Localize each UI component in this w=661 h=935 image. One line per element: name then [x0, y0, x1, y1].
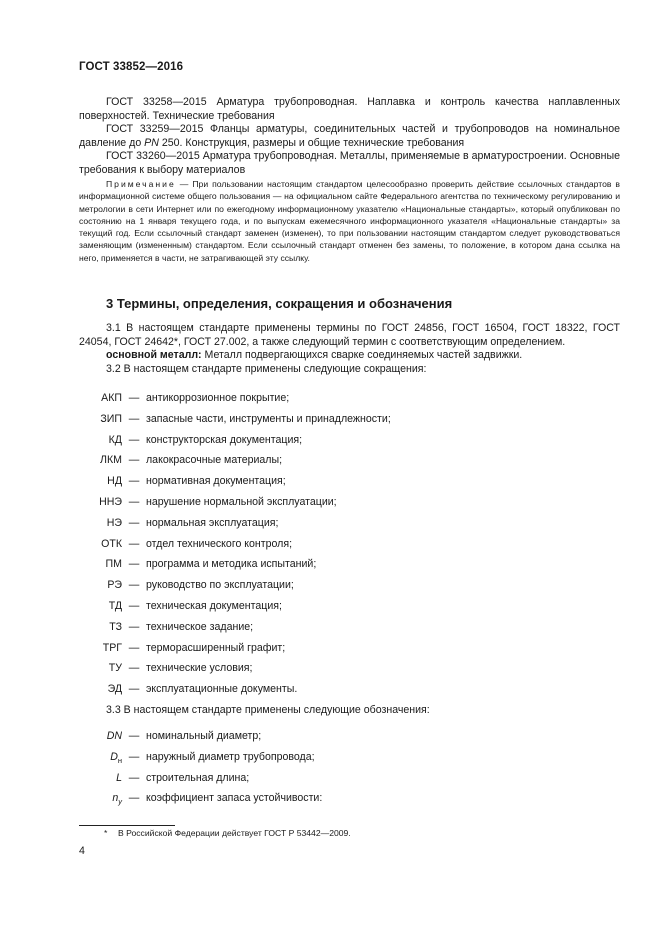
abbreviation-dash: —	[128, 433, 140, 446]
symbol-definition: номинальный диаметр;	[146, 730, 262, 742]
symbol-dash: —	[128, 792, 140, 805]
reference-item	[79, 150, 620, 178]
abbreviation-definition: лакокрасочные материалы;	[146, 454, 283, 467]
abbreviation-dash: —	[128, 600, 140, 612]
abbreviation-dash: —	[128, 683, 140, 696]
abbreviation-term: ОТК	[101, 537, 122, 550]
abbreviation-dash: —	[128, 475, 140, 488]
note-text: — При пользовании настоящим стандартом целесообразно проверить действие ссылочных стандартов в информационной системе общего пользования — на официальном сайте Федерального агентства по техническому регулированию и метрологии в сети Интернет или по ежегодному информационному указателю «Национальные стандарты», который опубликован по состоянию на 1 января текущего года, и по выпускам ежемесячного информационного указателя «Национальные стандарты» за текущий год. Если ссылочный стандарт заменен (изменен), то при пользовании настоящим стандартом следует руководствоваться заменяющим (измененным) стандартом. Если ссылочный стандарт отменен без замены, то положение, в котором дана ссылка на него, применяется в части, не затрагивающей эту ссылку.	[79, 179, 620, 263]
symbol-main: DN	[106, 730, 122, 742]
abbreviation-definition: эксплуатационные документы.	[146, 683, 298, 696]
note-label: Примечание	[106, 179, 176, 189]
abbreviation-term: ЗИП	[100, 412, 122, 425]
abbreviation-definition: конструкторская документация;	[146, 433, 303, 446]
reference-item	[79, 123, 620, 151]
symbol-subscript: н	[117, 755, 122, 765]
reference-text-tail: 250. Конструкция, размеры и общие технические требования	[158, 136, 465, 149]
abbreviation-definition: нарушение нормальной эксплуатации;	[146, 496, 337, 508]
abbreviation-term: КД	[108, 433, 122, 446]
abbreviation-term: ЭД	[107, 683, 122, 696]
term-definition	[106, 349, 522, 363]
term-def: Металл подвергающихся сварке соединяемых частей задвижки.	[201, 349, 523, 361]
abbreviation-definition: запасные части, инструменты и принадлежности;	[146, 412, 391, 425]
footnote-mark: *	[104, 828, 108, 838]
symbol-dash: —	[128, 771, 140, 784]
reference-text: ГОСТ 33259—2015 Фланцы арматуры, соединительных частей и трубопроводов на номинальное давление до	[79, 123, 620, 149]
abbreviation-definition: техническая документация;	[146, 600, 282, 612]
section-heading: 3 Термины, определения, сокращения и обозначения	[106, 296, 453, 311]
symbol-subscript: y	[118, 797, 122, 807]
abbreviation-dash: —	[128, 579, 140, 592]
abbreviation-term: ТРГ	[102, 641, 122, 654]
abbreviation-term: ПМ	[105, 558, 122, 571]
abbreviation-definition: техническое задание;	[146, 620, 254, 633]
symbol-term	[79, 771, 122, 789]
symbol-definition: коэффициент запаса устойчивости:	[146, 792, 323, 805]
abbreviation-dash: —	[128, 620, 140, 633]
abbreviation-term: ННЭ	[99, 496, 122, 508]
abbreviation-dash: —	[128, 641, 140, 654]
abbreviation-definition: нормативная документация;	[146, 475, 286, 488]
abbreviation-term: НД	[107, 475, 122, 488]
symbol-definition: строительная длина;	[146, 771, 250, 784]
abbreviation-dash: —	[128, 516, 140, 529]
page-number: 4	[79, 845, 85, 857]
symbol-main: n	[112, 792, 119, 805]
abbreviation-dash: —	[128, 454, 140, 467]
footnote-text: В Российской Федерации действует ГОСТ Р 53442—2009.	[118, 828, 351, 838]
symbol-main: D	[110, 750, 118, 763]
paragraph-3-3: 3.3 В настоящем стандарте применены следующие обозначения:	[106, 704, 430, 716]
abbreviation-dash: —	[128, 392, 140, 404]
symbol-definition: наружный диаметр трубопровода;	[146, 750, 315, 763]
abbreviation-definition: отдел технического контроля;	[146, 537, 293, 550]
abbreviation-dash: —	[128, 662, 140, 675]
document-header: ГОСТ 33852—2016	[79, 61, 184, 73]
abbreviation-term: ЛКМ	[100, 454, 122, 467]
symbol-term	[79, 729, 122, 747]
abbreviation-definition: руководство по эксплуатации;	[146, 579, 294, 592]
abbreviation-dash: —	[128, 558, 140, 571]
paragraph-3-1: 3.1 В настоящем стандарте применены термины по ГОСТ 24856, ГОСТ 16504, ГОСТ 18322, ГОСТ 24054, ГОСТ 24642*, ГОСТ 27.002, а также следующий термин с соответствующим определением.	[79, 322, 620, 348]
abbreviation-definition: антикоррозионное покрытие;	[146, 392, 290, 404]
abbreviation-dash: —	[128, 412, 140, 425]
symbol-dash: —	[128, 730, 140, 742]
abbreviation-term: НЭ	[106, 516, 122, 529]
note-block	[79, 178, 620, 264]
abbreviation-term: ТЗ	[109, 620, 122, 633]
symbol-dash: —	[128, 750, 140, 763]
abbreviation-term: АКП	[101, 392, 122, 404]
abbreviation-term: ТД	[108, 600, 122, 612]
symbol-term	[79, 750, 122, 768]
term-name: основной металл:	[106, 349, 202, 361]
pn-symbol: PN	[144, 136, 159, 149]
footnote-rule	[79, 825, 175, 826]
abbreviation-term: ТУ	[108, 662, 122, 675]
abbreviation-definition: программа и методика испытаний;	[146, 558, 317, 571]
symbol-main: L	[116, 771, 122, 784]
abbreviation-dash: —	[128, 537, 140, 550]
paragraph-3-2: 3.2 В настоящем стандарте применены следующие сокращения:	[106, 363, 427, 375]
symbol-term	[79, 791, 122, 809]
reference-item	[79, 96, 620, 124]
footnote	[104, 828, 351, 839]
abbreviation-definition: терморасширенный графит;	[146, 641, 286, 654]
abbreviation-term: РЭ	[107, 579, 122, 592]
abbreviation-definition: технические условия;	[146, 662, 253, 675]
abbreviation-dash: —	[128, 496, 140, 508]
abbreviation-definition: нормальная эксплуатация;	[146, 516, 279, 529]
reference-text: ГОСТ 33258—2015 Арматура трубопроводная. Наплавка и контроль качества наплавленных поверхностей. Технические требования	[79, 96, 620, 122]
reference-text: ГОСТ 33260—2015 Арматура трубопроводная. Металлы, применяемые в арматуростроении. Основные требования к выбору материалов	[79, 150, 620, 176]
